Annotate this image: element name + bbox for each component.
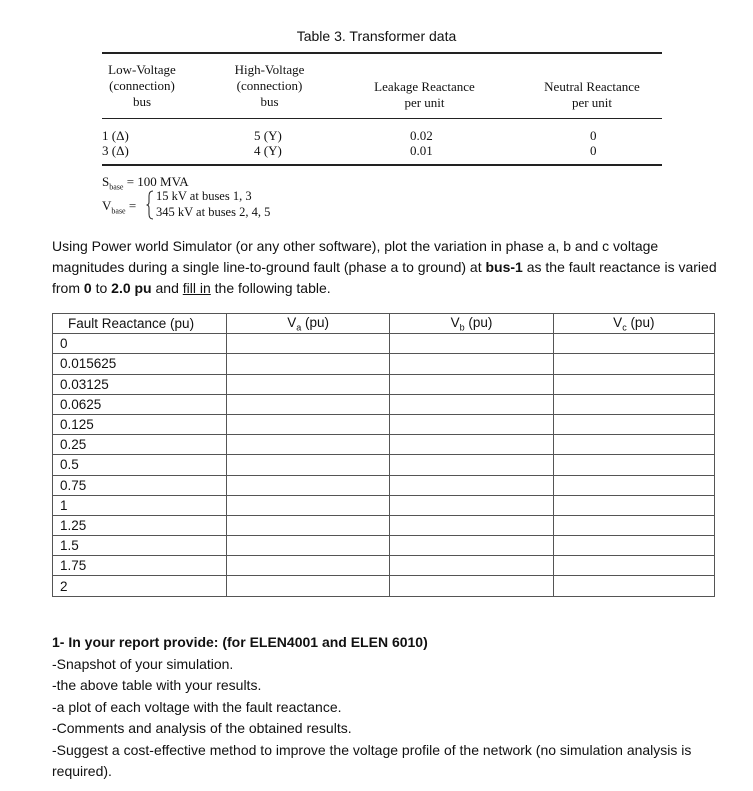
va-cell[interactable]	[227, 334, 390, 354]
vb-cell[interactable]	[390, 435, 553, 455]
table-row	[53, 394, 715, 414]
fault-reactance-cell: 1.75	[53, 556, 227, 576]
va-cell[interactable]	[227, 414, 390, 434]
table-bottom-rule	[102, 164, 662, 166]
table-row	[53, 374, 715, 394]
vb-cell[interactable]	[390, 455, 553, 475]
fault-reactance-cell: 1	[53, 495, 227, 515]
vb-cell[interactable]	[390, 536, 553, 556]
table-row	[53, 556, 715, 576]
header-fault-reactance: Fault Reactance (pu)	[53, 314, 227, 334]
header-vb: $V_b$ (pu)	[390, 314, 553, 334]
fault-reactance-cell: 0.75	[53, 475, 227, 495]
va-cell[interactable]	[227, 394, 390, 414]
table-row	[53, 354, 715, 374]
vb-cell[interactable]	[390, 556, 553, 576]
vb-cell[interactable]	[390, 475, 553, 495]
fault-reactance-cell: 2	[53, 576, 227, 596]
vc-cell[interactable]	[553, 394, 714, 414]
cell-high-bus-2: 4 (Y)	[254, 143, 282, 158]
table-row	[53, 495, 715, 515]
table-row	[53, 515, 715, 535]
vc-cell[interactable]	[553, 334, 714, 354]
vc-cell[interactable]	[553, 576, 714, 596]
fault-reactance-cell: 1.25	[53, 515, 227, 535]
vc-cell[interactable]	[553, 515, 714, 535]
header-high-voltage: High-Voltage (connection) bus	[234, 62, 305, 109]
vb-cell[interactable]	[390, 414, 553, 434]
va-cell[interactable]	[227, 435, 390, 455]
report-item: -Snapshot of your simulation.	[52, 655, 234, 672]
va-cell[interactable]	[227, 374, 390, 394]
vc-cell[interactable]	[553, 475, 714, 495]
table-row	[53, 475, 715, 495]
va-cell[interactable]	[227, 455, 390, 475]
report-section	[52, 632, 732, 783]
fault-reactance-cell: 0	[53, 334, 227, 354]
vc-cell[interactable]	[553, 374, 714, 394]
report-item: -Suggest a cost-effective method to improve the voltage profile of the network (no simulation analysis is required).	[52, 741, 692, 779]
va-cell[interactable]	[227, 495, 390, 515]
va-cell[interactable]	[227, 515, 390, 535]
fault-reactance-cell: 0.125	[53, 414, 227, 434]
instruction-paragraph: Using Power world Simulator (or any other software), plot the variation in phase a, b and c voltage magnitudes during a single line-to-ground fault (phase a to ground) at bus-1 as the fault reactance is varied from 0 to 2.0 pu and fill in the following table.	[52, 238, 717, 296]
fault-reactance-cell: 1.5	[53, 536, 227, 556]
cell-high-bus-1: 5 (Y)	[254, 128, 282, 143]
s-base-line: $S_{base} = 100$ MVA	[102, 174, 189, 192]
vc-cell[interactable]	[553, 495, 714, 515]
vb-cell[interactable]	[390, 334, 553, 354]
header-low-voltage: Low-Voltage (connection) bus	[108, 62, 176, 109]
cell-neutral-2: 0	[590, 143, 597, 158]
cell-low-bus-2: 3 (Δ)	[102, 143, 129, 158]
fault-reactance-cell: 0.03125	[53, 374, 227, 394]
table-row	[53, 536, 715, 556]
vc-cell[interactable]	[553, 556, 714, 576]
fault-reactance-cell: 0.0625	[53, 394, 227, 414]
brace-icon	[146, 190, 154, 220]
vc-cell[interactable]	[553, 414, 714, 434]
fault-reactance-cell: 0.015625	[53, 354, 227, 374]
header-vc: $V_c$ (pu)	[553, 314, 714, 334]
va-cell[interactable]	[227, 536, 390, 556]
fault-reactance-cell: 0.25	[53, 435, 227, 455]
report-item: -a plot of each voltage with the fault reactance.	[52, 698, 342, 715]
cell-low-bus-1: 1 (Δ)	[102, 128, 129, 143]
table-row	[53, 435, 715, 455]
vc-cell[interactable]	[553, 435, 714, 455]
table-row	[53, 334, 715, 354]
report-item: -Comments and analysis of the obtained results.	[52, 720, 352, 736]
table-caption: Table 3. Transformer data	[296, 28, 457, 44]
table-row	[53, 576, 715, 596]
v-base-line-1: 15 kV at buses 1, 3	[156, 189, 252, 203]
vb-cell[interactable]	[390, 495, 553, 515]
fault-table	[52, 313, 715, 597]
fault-reactance-cell: 0.5	[53, 455, 227, 475]
vb-cell[interactable]	[390, 374, 553, 394]
table-header-rule	[102, 118, 662, 119]
header-leakage-reactance: Leakage Reactance per unit	[374, 79, 475, 110]
table-row	[53, 414, 715, 434]
vb-cell[interactable]	[390, 354, 553, 374]
va-cell[interactable]	[227, 475, 390, 495]
vb-cell[interactable]	[390, 576, 553, 596]
vc-cell[interactable]	[553, 455, 714, 475]
vc-cell[interactable]	[553, 354, 714, 374]
vb-cell[interactable]	[390, 515, 553, 535]
cell-leakage-2: 0.01	[410, 143, 433, 158]
vc-cell[interactable]	[553, 536, 714, 556]
report-item: -the above table with your results.	[52, 677, 262, 693]
vb-cell[interactable]	[390, 394, 553, 414]
v-base-line-2: 345 kV at buses 2, 4, 5	[156, 205, 271, 219]
header-va: $V_a$ (pu)	[227, 314, 390, 334]
report-heading: 1- In your report provide: (for ELEN4001 and ELEN 6010)	[52, 634, 428, 650]
cell-neutral-1: 0	[590, 128, 597, 143]
table-top-rule	[102, 52, 662, 54]
va-cell[interactable]	[227, 556, 390, 576]
table-row	[53, 455, 715, 475]
cell-leakage-1: 0.02	[410, 128, 433, 143]
fault-table-header	[53, 314, 715, 334]
header-neutral-reactance: Neutral Reactance per unit	[544, 79, 640, 110]
va-cell[interactable]	[227, 354, 390, 374]
v-base-label: $V_{base}$ =	[102, 198, 137, 216]
va-cell[interactable]	[227, 576, 390, 596]
